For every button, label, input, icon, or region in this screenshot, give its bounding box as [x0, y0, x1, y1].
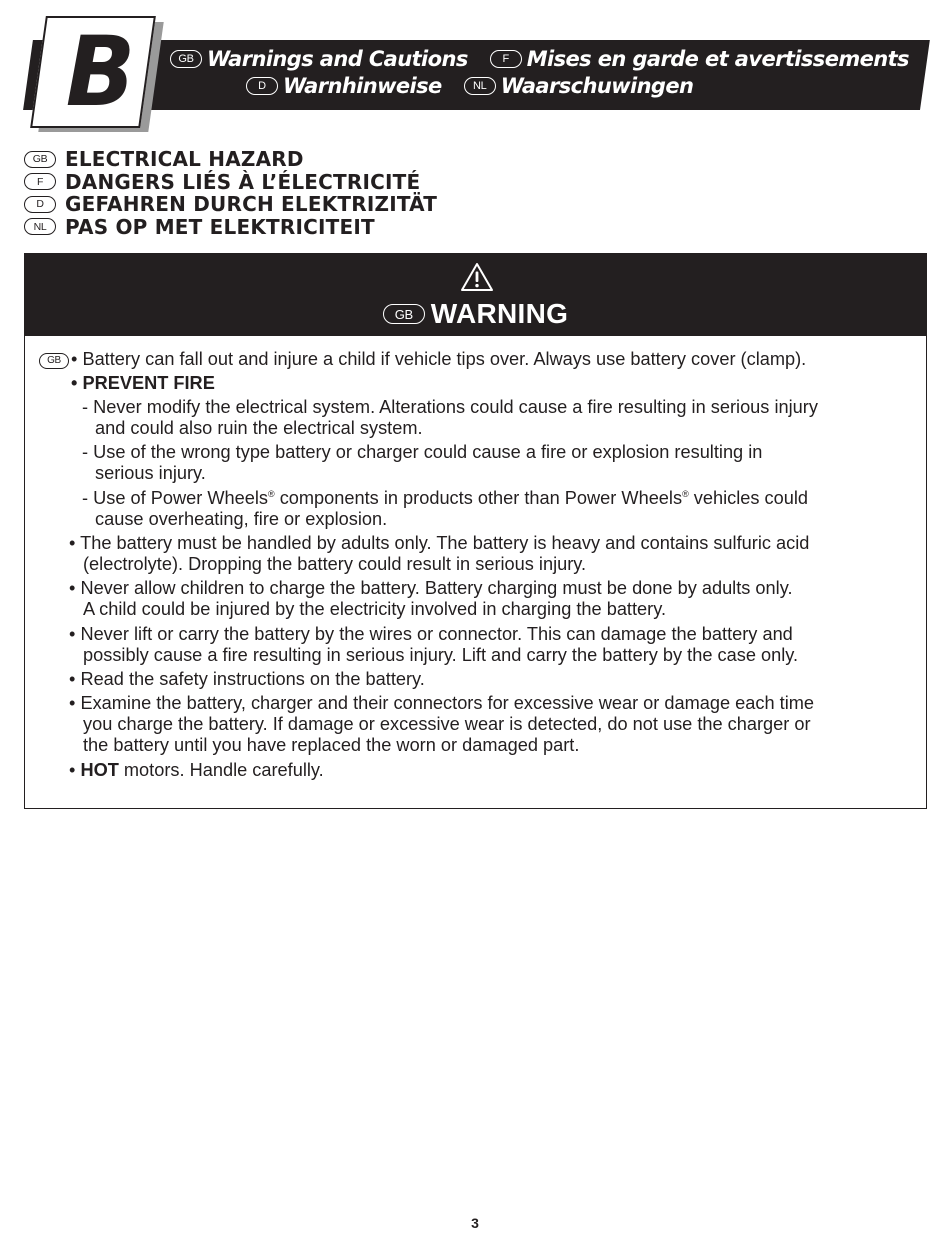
warning-header [25, 254, 926, 336]
bullet: • [69, 693, 76, 713]
hazard-title-d [24, 193, 437, 216]
warning-subitem [82, 397, 818, 418]
warning-item [69, 760, 324, 781]
lang-badge-f: F [490, 50, 522, 68]
bullet: • [71, 373, 78, 393]
lang-badge-gb: GB [383, 304, 425, 324]
bullet: • [69, 669, 76, 689]
warning-text: Never modify the electrical system. Alterations could cause a fire resulting in serious injury [93, 397, 818, 417]
lang-badge-d: D [24, 196, 56, 213]
warning-text: PREVENT FIRE [82, 373, 215, 393]
warning-item [69, 669, 425, 690]
warning-text: components in products other than Power Wheels [274, 488, 683, 508]
warning-item-cont: the battery until you have replaced the worn or damaged part. [83, 735, 580, 755]
dash: - [82, 442, 89, 462]
warning-item-cont: (electrolyte). Dropping the battery could result in serious injury. [83, 554, 587, 574]
warning-item [39, 349, 806, 370]
hazard-title-list [24, 148, 437, 238]
registered-mark: ® [268, 489, 275, 499]
warning-title-row [25, 298, 926, 330]
lang-badge-nl: NL [464, 77, 496, 95]
warning-box [24, 253, 927, 809]
heading-text-d: Warnhinweise [283, 74, 442, 98]
warning-text: Never lift or carry the battery by the wires or connector. This can damage the battery and [80, 624, 793, 644]
heading-f [490, 47, 909, 71]
warning-item [69, 578, 793, 599]
bullet: • [69, 578, 76, 598]
heading-nl [464, 74, 694, 98]
registered-mark: ® [682, 489, 689, 499]
section-letter-text: B [66, 16, 134, 128]
hazard-title-nl [24, 216, 437, 239]
lang-badge-nl: NL [24, 218, 56, 235]
warning-subitem-cont: cause overheating, fire or explosion. [95, 509, 388, 529]
warning-triangle-icon [460, 262, 494, 292]
warning-text-bold: HOT [80, 760, 119, 780]
warning-item [69, 624, 793, 645]
warning-item [69, 533, 809, 554]
warning-text: vehicles could [688, 488, 808, 508]
dash: - [82, 397, 89, 417]
heading-text-gb: Warnings and Cautions [207, 47, 468, 71]
section-heading-row-2 [246, 74, 693, 98]
bullet: • [69, 624, 76, 644]
hazard-title-gb [24, 148, 437, 171]
bullet: • [69, 760, 76, 780]
hazard-title-text: PAS OP MET ELEKTRICITEIT [65, 214, 375, 239]
hazard-title-text: ELECTRICAL HAZARD [65, 147, 304, 172]
lang-badge-gb: GB [24, 151, 56, 168]
warning-title: WARNING [430, 298, 569, 329]
lang-badge-gb: GB [39, 353, 69, 369]
section-heading-row-1 [170, 47, 909, 71]
warning-item-cont: possibly cause a fire resulting in serious injury. Lift and carry the battery by the case only. [83, 645, 799, 665]
warning-text: Battery can fall out and injure a child if vehicle tips over. Always use battery cover (clamp). [82, 349, 807, 369]
warning-text: Use of Power Wheels [93, 488, 268, 508]
warning-text: Read the safety instructions on the battery. [80, 669, 425, 689]
lang-badge-f: F [24, 173, 56, 190]
warning-item-cont: A child could be injured by the electricity involved in charging the battery. [83, 599, 667, 619]
lang-badge-d: D [246, 77, 278, 95]
warning-text: The battery must be handled by adults only. The battery is heavy and contains sulfuric acid [80, 533, 810, 553]
warning-item-cont: you charge the battery. If damage or excessive wear is detected, do not use the charger or [83, 714, 811, 734]
section-letter [50, 14, 150, 130]
page-number: 3 [471, 1215, 479, 1231]
heading-text-f: Mises en garde et avertissements [526, 47, 909, 71]
hazard-title-f [24, 171, 437, 194]
warning-item [71, 373, 215, 394]
warning-text: Never allow children to charge the battery. Battery charging must be done by adults only. [80, 578, 793, 598]
warning-item [69, 693, 814, 714]
hazard-title-text: GEFAHREN DURCH ELEKTRIZITÄT [65, 192, 438, 217]
warning-subitem [82, 442, 762, 463]
hazard-title-text: DANGERS LIÉS À L’ÉLECTRICITÉ [65, 169, 421, 194]
heading-d [246, 74, 442, 98]
warning-subitem [82, 488, 808, 509]
bullet: • [69, 533, 76, 553]
warning-subitem-cont: serious injury. [95, 463, 206, 483]
warning-subitem-cont: and could also ruin the electrical system. [95, 418, 423, 438]
lang-badge-gb: GB [170, 50, 202, 68]
warning-text: Examine the battery, charger and their connectors for excessive wear or damage each time [80, 693, 815, 713]
dash: - [82, 488, 89, 508]
heading-gb [170, 47, 468, 71]
heading-text-nl: Waarschuwingen [500, 74, 694, 98]
warning-text: Use of the wrong type battery or charger could cause a fire or explosion resulting in [93, 442, 763, 462]
bullet: • [71, 349, 78, 369]
warning-text: motors. Handle carefully. [118, 760, 324, 780]
